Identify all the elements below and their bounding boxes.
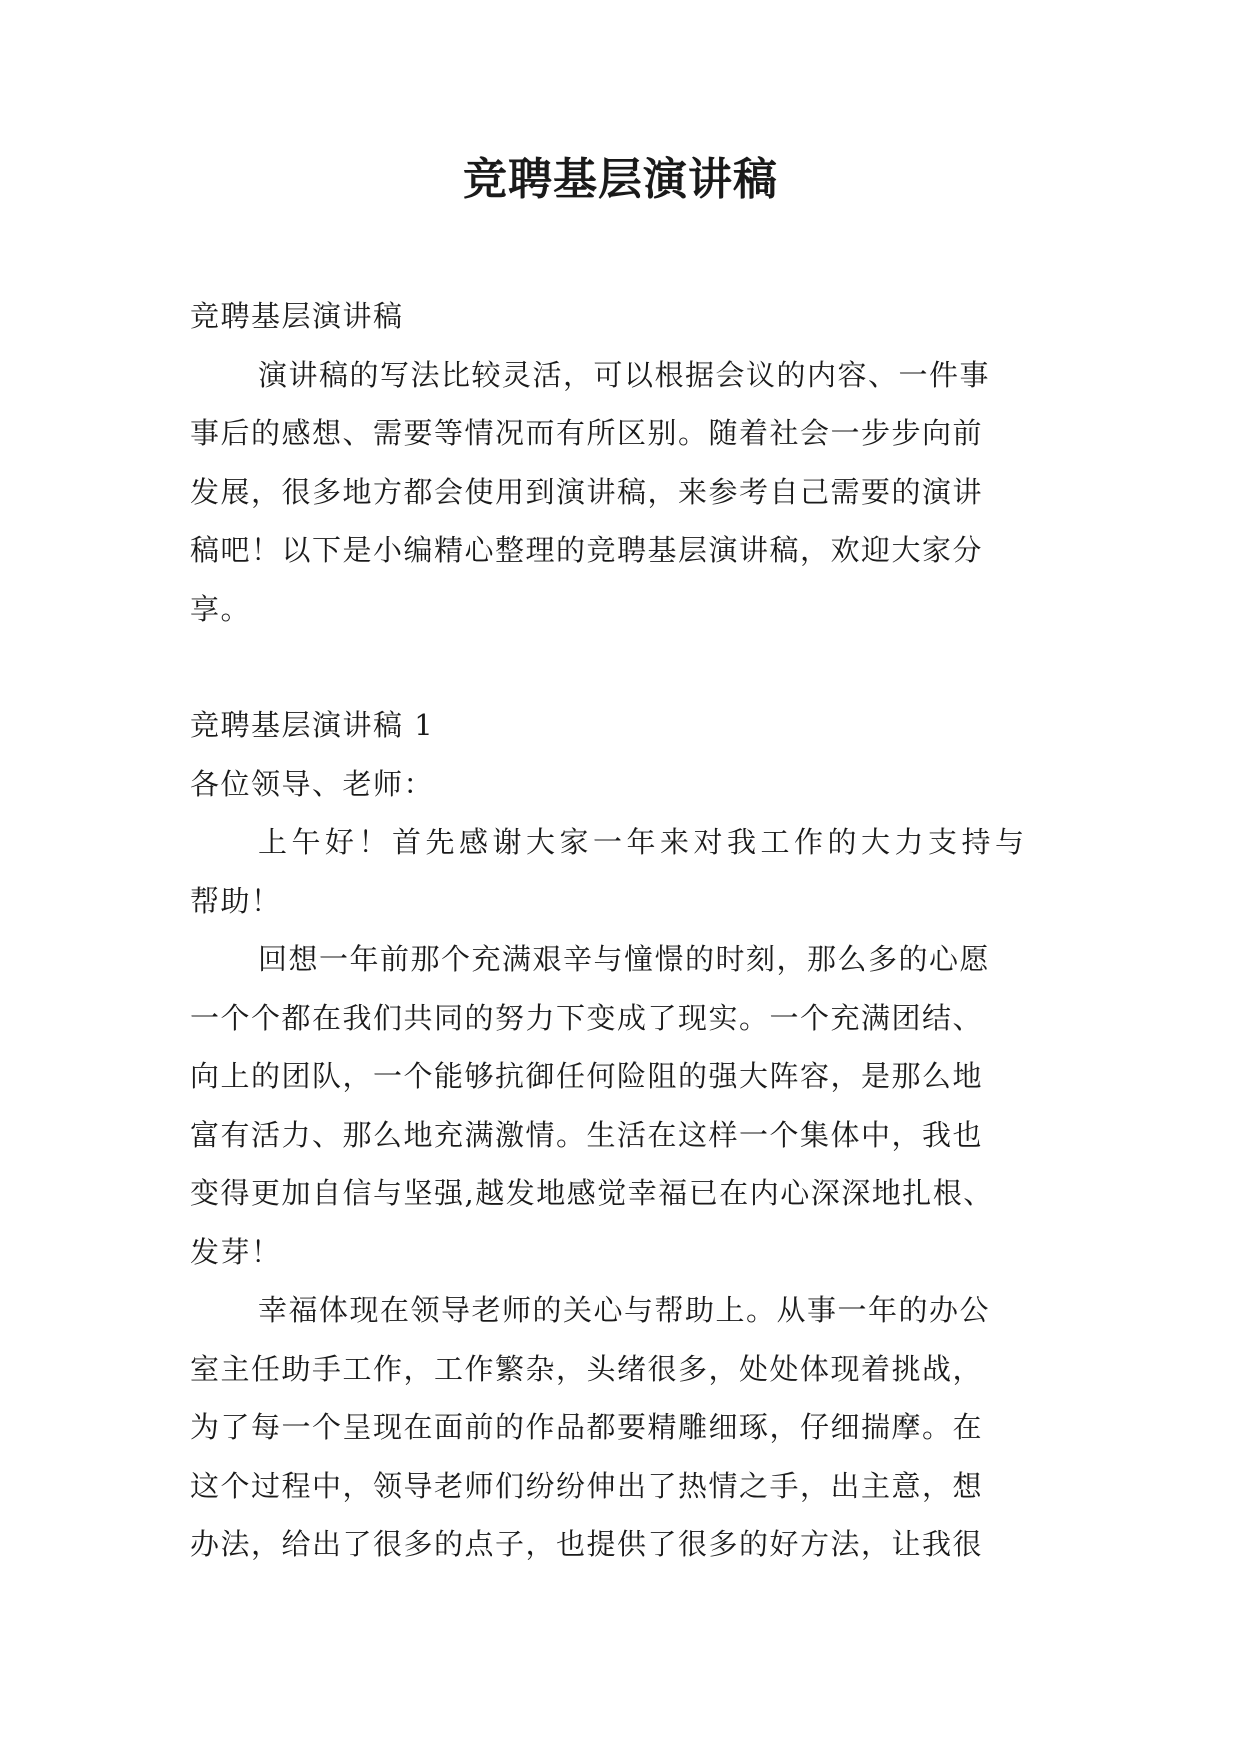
speech-paragraph-line: 幸福体现在领导老师的关心与帮助上。从事一年的办公 xyxy=(258,1293,991,1327)
speech-paragraph-line: 富有活力、那么地充满激情。生活在这样一个集体中，我也 xyxy=(190,1117,984,1152)
speech-paragraph-line: 室主任助手工作，工作繁杂，头绪很多，处处体现着挑战， xyxy=(190,1351,984,1386)
speech-paragraph-line: 变得更加自信与坚强,越发地感觉幸福已在内心深深地扎根、 xyxy=(190,1176,994,1210)
intro-paragraph-line: 稿吧！以下是小编精心整理的竞聘基层演讲稿，欢迎大家分 xyxy=(190,533,984,567)
intro-paragraph-line: 发展，很多地方都会使用到演讲稿，来参考自己需要的演讲 xyxy=(190,474,984,509)
speech-paragraph-line: 发芽！ xyxy=(190,1234,282,1269)
paragraph-gap xyxy=(190,638,1056,696)
speech-heading: 竞聘基层演讲稿 1 xyxy=(190,708,435,742)
intro-paragraph-line: 演讲稿的写法比较灵活，可以根据会议的内容、一件事 xyxy=(258,357,991,392)
speech-paragraph-line: 帮助！ xyxy=(190,883,282,918)
speech-paragraph-line: 一个个都在我们共同的努力下变成了现实。一个充满团结、 xyxy=(190,1000,984,1035)
document-title: 竞聘基层演讲稿 xyxy=(463,154,778,205)
speech-paragraph-line: 回想一年前那个充满艰辛与憧憬的时刻，那么多的心愿 xyxy=(258,942,991,976)
speech-paragraph-line: 为了每一个呈现在面前的作品都要精雕细琢，仔细揣摩。在 xyxy=(190,1410,984,1444)
document-body xyxy=(190,287,1056,1574)
speech-paragraph-line: 上午好！首先感谢大家一年来对我工作的大力支持与 xyxy=(258,825,1029,859)
speech-paragraph-line: 向上的团队，一个能够抗御任何险阻的强大阵容，是那么地 xyxy=(190,1059,984,1093)
section-heading: 竞聘基层演讲稿 xyxy=(190,299,404,333)
speech-paragraph-line: 办法，给出了很多的点子，也提供了很多的好方法，让我很 xyxy=(190,1527,984,1561)
intro-paragraph-line: 享。 xyxy=(190,591,252,626)
speech-paragraph-line: 这个过程中，领导老师们纷纷伸出了热情之手，出主意，想 xyxy=(190,1468,984,1503)
intro-paragraph-line: 事后的感想、需要等情况而有所区别。随着社会一步步向前 xyxy=(190,416,984,450)
salutation: 各位领导、老师： xyxy=(190,766,435,801)
